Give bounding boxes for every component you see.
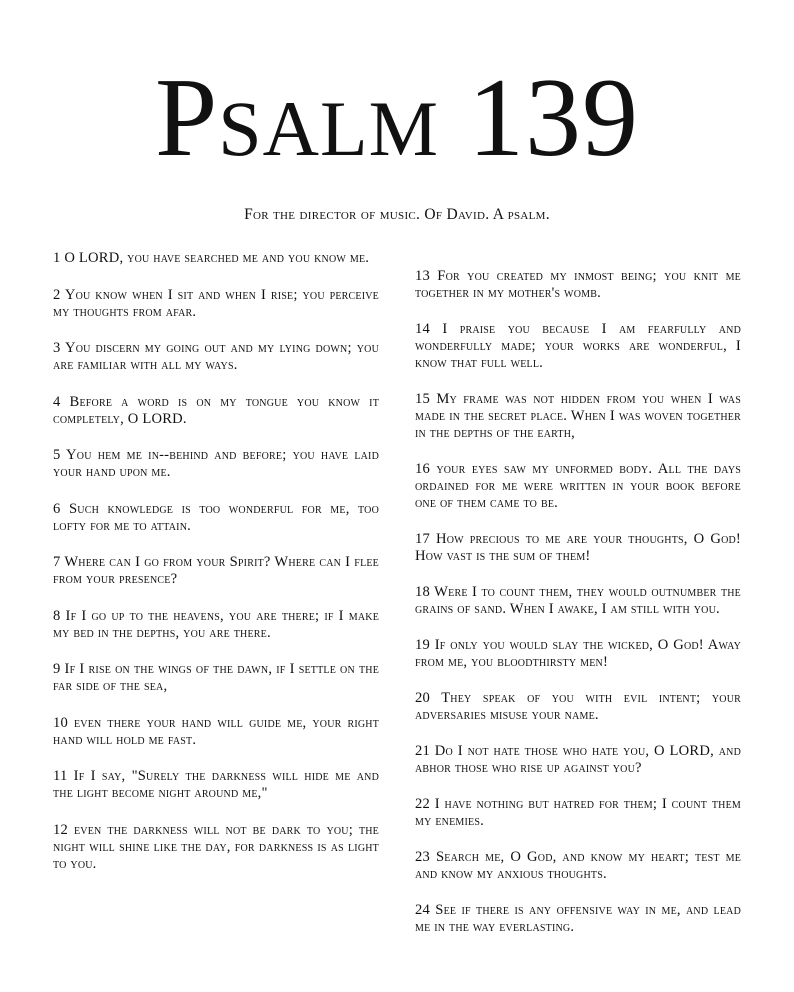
left-column [53,250,379,892]
verse-13: 13 For you created my inmost being; you knit me together in my mother's womb. [415,268,741,301]
verse-21: 21 Do I not hate those who hate you, O LORD, and abhor those who rise up against you? [415,743,741,776]
verse-8: 8 If I go up to the heavens, you are there; if I make my bed in the depths, you are there. [53,607,379,641]
page-title: Psalm 139 [155,56,639,180]
verse-19: 19 If only you would slay the wicked, O God! Away from me, you bloodthirsty men! [415,637,741,670]
verse-22: 22 I have nothing but hatred for them; I count them my enemies. [415,796,741,829]
verse-20: 20 They speak of you with evil intent; your adversaries misuse your name. [415,690,741,723]
verse-6: 6 Such knowledge is too wonderful for me, too lofty for me to attain. [53,500,379,534]
verse-1: 1 O LORD, you have searched me and you know me. [53,250,370,266]
verse-24: 24 See if there is any offensive way in me, and lead me in the way everlasting. [415,902,741,935]
verse-9: 9 If I rise on the wings of the dawn, if I settle on the far side of the sea, [53,661,379,694]
verse-18: 18 Were I to count them, they would outnumber the grains of sand. When I awake, I am still with you. [415,584,741,617]
verse-23: 23 Search me, O God, and know my heart; test me and know my anxious thoughts. [415,849,741,882]
verse-2: 2 You know when I sit and when I rise; you perceive my thoughts from afar. [53,286,379,320]
verse-17: 17 How precious to me are your thoughts, O God! How vast is the sum of them! [415,531,741,564]
verse-14: 14 I praise you because I am fearfully and wonderfully made; your works are wonderful, I know that full well. [415,321,741,371]
page-subtitle: For the director of music. Of David. A psalm. [244,206,550,223]
verse-4: 4 Before a word is on my tongue you know it completely, O LORD. [53,393,379,427]
verse-5: 5 You hem me in--behind and before; you have laid your hand upon me. [53,447,379,480]
verse-16: 16 your eyes saw my unformed body. All the days ordained for me were written in your book before one of them came to be. [415,461,741,511]
verse-11: 11 If I say, "Surely the darkness will hide me and the light become night around me," [53,768,379,801]
verse-10: 10 even there your hand will guide me, your right hand will hold me fast. [53,714,379,748]
verse-15: 15 My frame was not hidden from you when I was made in the secret place. When I was woven together in the depths of the earth, [415,391,741,441]
right-column [415,268,741,955]
verse-7: 7 Where can I go from your Spirit? Where can I flee from your presence? [53,554,379,587]
verse-3: 3 You discern my going out and my lying down; you are familiar with all my ways. [53,340,379,373]
verse-12: 12 even the darkness will not be dark to you; the night will shine like the day, for darkness is as light to you. [53,821,379,872]
